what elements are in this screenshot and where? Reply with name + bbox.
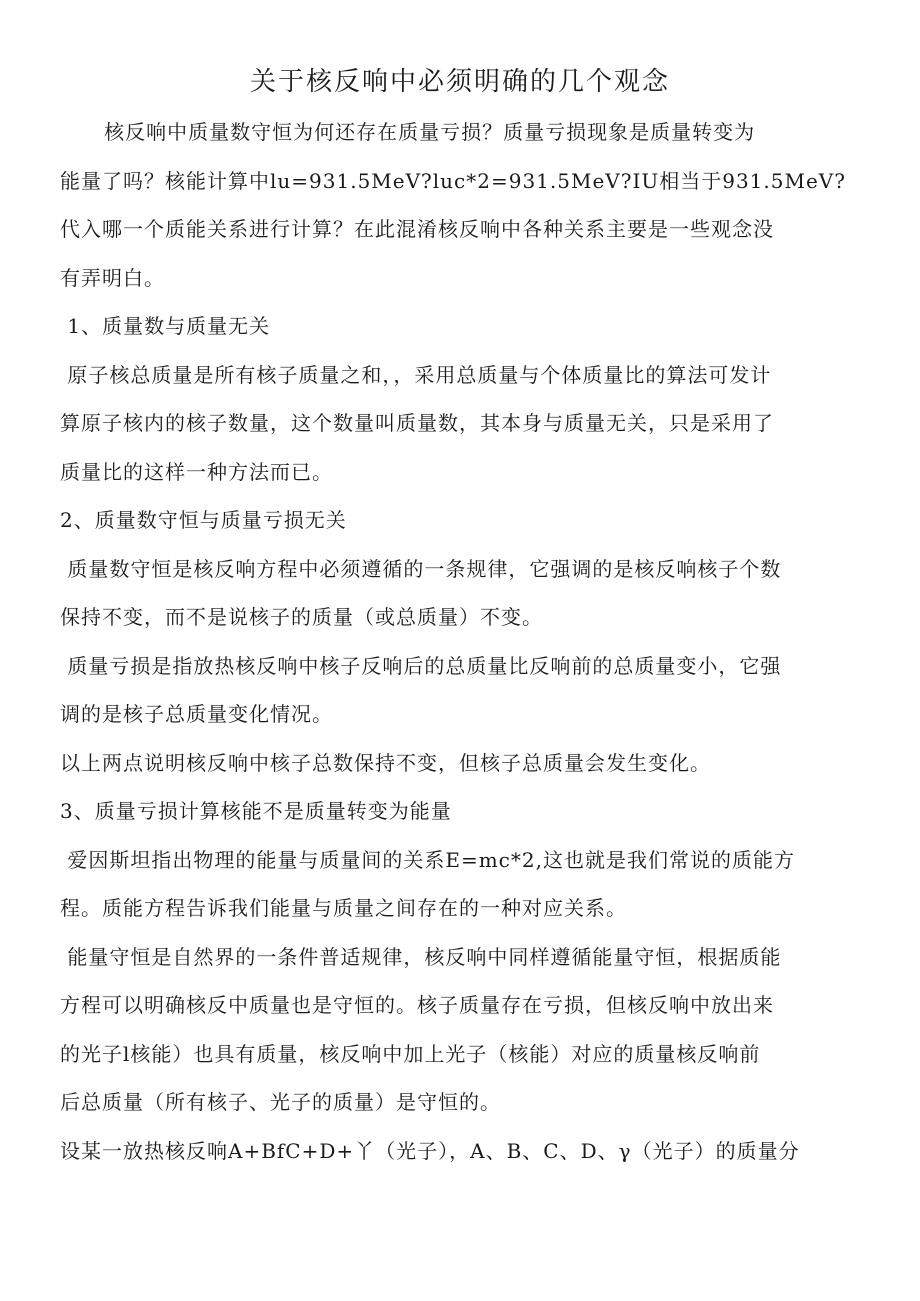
section-heading-1: 1、质量数与质量无关 [60, 314, 271, 338]
section-2-line-3: 质量亏损是指放热核反响中核子反响后的总质量比反响前的总质量变小，它强 [60, 653, 782, 678]
section-2-line-2: 保持不变，而不是说核子的质量（或总质量）不变。 [60, 605, 543, 629]
document-body [60, 108, 864, 1175]
section-2-line-5: 以上两点说明核反响中核子总数保持不变，但核子总质量会发生变化。 [60, 750, 711, 775]
section-1-line-3: 质量比的这样一种方法而已。 [60, 459, 333, 484]
section-3-line-3: 能量守恒是自然界的一条件普适规律，核反响中同样遵循能量守恒，根据质能 [60, 944, 782, 969]
document-title: 关于核反响中必须明确的几个观念 [249, 67, 670, 97]
section-1-line-2: 算原子核内的核子数量，这个数量叫质量数，其本身与质量无关，只是采用了 [60, 411, 774, 435]
section-3-line-2: 程。质能方程告诉我们能量与质量之间存在的一种对应关系。 [60, 896, 627, 920]
section-heading-2: 2、质量数守恒与质量亏损无关 [60, 508, 347, 532]
section-3-line-6: 后总质量（所有核子、光子的质量）是守恒的。 [60, 1090, 501, 1114]
section-heading-3: 3、质量亏损计算核能不是质量转变为能量 [60, 799, 452, 823]
section-3-line-4: 方程可以明确核反中质量也是守恒的。核子质量存在亏损，但核反响中放出来 [60, 993, 774, 1017]
section-2-line-4: 调的是核子总质量变化情况。 [60, 702, 333, 726]
intro-line-3: 代入哪一个质能关系进行计算？在此混淆核反响中各种关系主要是一些观念没 [60, 217, 774, 241]
intro-line-2: 能量了吗？核能计算中lu=931.5MeV?luc*2=931.5MeV?IU相当于931.5MeV? [60, 168, 846, 193]
section-3-line-5: 的光子l核能）也具有质量，核反响中加上光子（核能）对应的质量核反响前 [60, 1041, 761, 1066]
intro-line-1: 核反响中质量数守恒为何还存在质量亏损？质量亏损现象是质量转变为 [60, 120, 756, 144]
section-3-line-7: 设某一放热核反响A+BfC+D+丫（光子），A、B、C、D、γ（光子）的质量分 [60, 1138, 800, 1163]
section-3-line-1: 爱因斯坦指出物理的能量与质量间的关系E=mc*2,这也就是我们常说的质能方 [60, 847, 795, 872]
section-1-line-1: 原子核总质量是所有核子质量之和，，采用总质量与个体质量比的算法可发计 [60, 362, 772, 387]
intro-line-4: 有弄明白。 [60, 265, 165, 290]
section-2-line-1: 质量数守恒是核反响方程中必须遵循的一条规律，它强调的是核反响核子个数 [60, 556, 782, 581]
